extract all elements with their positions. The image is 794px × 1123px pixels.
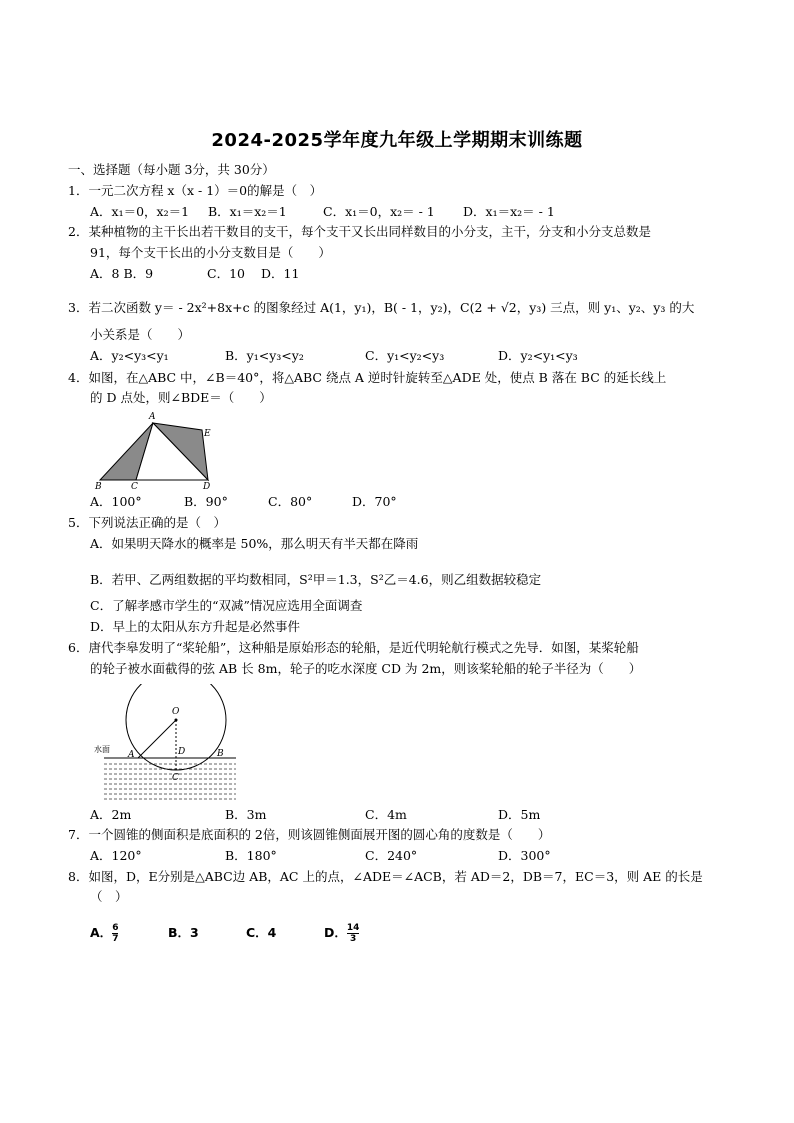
option-ab: A．8 B．9 (90, 266, 154, 281)
option-d-denominator: 3 (347, 933, 360, 944)
label-a: A (149, 412, 156, 422)
option-d (324, 920, 359, 946)
label-d: D (178, 747, 186, 757)
question-7-stem: 7．一个圆锥的侧面积是底面积的 2倍，则该圆锥侧面展开图的圆心角的度数是（ ） (68, 827, 551, 842)
triangle-rotation-figure (90, 408, 220, 490)
option-d: D．300° (498, 848, 551, 863)
question-5-stem: 5．下列说法正确的是（ ） (68, 515, 226, 530)
question-4-options (90, 494, 397, 510)
option-b: B．180° (225, 848, 277, 863)
label-c: C (131, 482, 138, 490)
option-d-numerator: 14 (346, 923, 360, 933)
question-5-option-d: D．早上的太阳从东方升起是必然事件 (90, 619, 301, 634)
option-b: B．90° (184, 494, 228, 509)
option-c: C．10 (207, 266, 245, 281)
option-d: D．x₁＝x₂＝ - 1 (463, 204, 555, 219)
question-5-option-b: B．若甲、乙两组数据的平均数相同，S²甲＝1.3，S²乙＝4.6，则乙组数据较稳定 (90, 572, 542, 587)
option-c: C．4m (365, 807, 407, 822)
label-e: E (204, 429, 211, 439)
label-water: 水面 (94, 745, 110, 754)
question-6-stem-line1: 6．唐代李皋发明了“桨轮船”，这种船是原始形态的轮船，是近代明轮航行模式之先导．如图，某桨轮船 (68, 640, 639, 655)
paddle-wheel-figure (90, 684, 240, 804)
question-8-options (90, 920, 359, 946)
question-3-options (90, 348, 578, 364)
option-d-fraction (347, 923, 360, 944)
section-heading: 一、选择题（每小题 3分，共 30分） (68, 162, 275, 177)
question-2-stem-line1: 2．某种植物的主干长出若干数目的支干，每个支干又长出同样数目的小分支，主干，分支和小分支总数是 (68, 224, 651, 239)
option-b: B．3m (225, 807, 267, 822)
option-d: D．y₂<y₁<y₃ (498, 348, 578, 363)
option-a: A．x₁＝0，x₂＝1 (90, 204, 190, 219)
question-5-option-a: A．如果明天降水的概率是 50%，那么明天有半天都在降雨 (90, 536, 419, 551)
question-6-stem-line2: 的轮子被水面截得的弦 AB 长 8m，轮子的吃水深度 CD 为 2m，则该桨轮船的轮子半径为（ ） (90, 661, 642, 676)
option-a: A．y₂<y₃<y₁ (90, 348, 169, 363)
option-c: C．240° (365, 848, 418, 863)
label-o: O (172, 707, 180, 717)
option-a: A．120° (90, 848, 142, 863)
option-c: C．y₁<y₂<y₃ (365, 348, 445, 363)
question-4-stem-line2: 的 D 点处，则∠BDE＝（ ） (90, 390, 272, 405)
label-b: B (217, 749, 224, 759)
option-c: C．4 (246, 925, 277, 940)
option-b: B．3 (168, 925, 199, 940)
option-b: B．x₁＝x₂＝1 (208, 204, 287, 219)
page-title: 2024-2025学年度九年级上学期期末训练题 (211, 130, 583, 151)
option-d: D．11 (261, 266, 300, 281)
option-a-prefix: A． (90, 925, 113, 940)
question-7-options (90, 848, 551, 864)
label-a: A (128, 750, 135, 760)
option-a-numerator: 6 (112, 923, 119, 933)
option-d-prefix: D． (324, 925, 347, 940)
question-3-stem-line2: 小关系是（ ） (90, 327, 191, 342)
radius-oa (138, 720, 176, 758)
question-5-option-c: C．了解孝感市学生的“双减”情况应选用全面调查 (90, 598, 363, 613)
option-d: D．5m (498, 807, 541, 822)
question-2-options (90, 266, 299, 282)
option-a: A．100° (90, 494, 142, 509)
option-c: C．80° (268, 494, 313, 509)
option-c: C．x₁＝0，x₂＝ - 1 (323, 204, 435, 219)
question-8-stem-line1: 8．如图，D，E分别是△ABC边 AB，AC 上的点，∠ADE＝∠ACB，若 AD＝2，DB＝7，EC＝3，则 AE 的长是 (68, 869, 703, 884)
option-d: D．70° (352, 494, 397, 509)
question-6-options (90, 807, 540, 823)
option-a (90, 920, 168, 946)
option-a-fraction (112, 923, 118, 944)
question-3-stem-line1: 3．若二次函数 y＝ - 2x²+8x+c 的图象经过 A(1，y₁)，B( - 1，y₂)，C(2 + √2，y₃) 三点，则 y₁、y₂、y₃ 的大 (68, 300, 695, 315)
label-d: D (203, 482, 211, 490)
question-8-stem-line2: （ ） (90, 889, 128, 904)
question-4-stem-line1: 4．如图，在△ABC 中，∠B＝40°，将△ABC 绕点 A 逆时针旋转至△ADE 处，使点 B 落在 BC 的延长线上 (68, 370, 667, 385)
center-point (175, 719, 178, 722)
label-c: C (172, 773, 179, 783)
option-a-denominator: 7 (112, 934, 119, 944)
question-1-options (90, 204, 555, 220)
question-1-stem: 1．一元二次方程 x（x - 1）＝0的解是（ ） (68, 183, 323, 198)
label-b: B (95, 482, 102, 490)
question-2-stem-line2: 91，每个支干长出的小分支数目是（ ） (90, 245, 331, 260)
option-a: A．2m (90, 807, 132, 822)
option-b: B．y₁<y₃<y₂ (225, 348, 304, 363)
